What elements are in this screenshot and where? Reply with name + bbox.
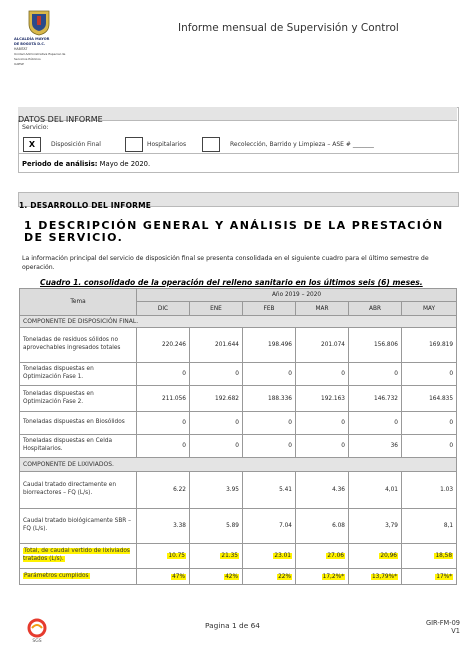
month-header: ABR (349, 302, 402, 316)
cell: 201.074 (296, 328, 349, 363)
cell: 3.95 (190, 472, 243, 509)
table-row (20, 412, 457, 435)
row-label (20, 569, 137, 585)
cell: 4,01 (349, 472, 402, 509)
servicio-label: Servicio: (22, 124, 49, 131)
cell: 0 (190, 412, 243, 435)
cell: 220.246 (137, 328, 190, 363)
cell: 0 (349, 363, 402, 386)
coat-of-arms-icon (28, 10, 50, 36)
cell: 211.056 (137, 386, 190, 412)
cell: 1.03 (402, 472, 457, 509)
highlight-text: 47% (172, 573, 185, 580)
cell: 0 (402, 412, 457, 435)
highlight-text: 17%* (436, 573, 453, 580)
cell: 0 (402, 363, 457, 386)
highlight-text: 27.06 (327, 553, 344, 559)
cell: 0 (137, 363, 190, 386)
cell: 156.806 (349, 328, 402, 363)
cell: 0 (190, 363, 243, 386)
logo-text-4: Unidad Administrativa Especial de (14, 52, 66, 56)
highlight-text: 18,58 (435, 553, 453, 559)
cell: 6.22 (137, 472, 190, 509)
table-row (20, 435, 457, 458)
cell (190, 544, 243, 569)
logo-text-1: ALCALDÍA MAYOR (14, 37, 50, 41)
logo-caption: SGS (32, 639, 42, 644)
cell: 4.36 (296, 472, 349, 509)
cell: 3.38 (137, 509, 190, 544)
cell: 0 (402, 435, 457, 458)
option-hospitalarios: Hospitalarios (147, 141, 187, 148)
cell (402, 569, 457, 585)
month-header: MAR (296, 302, 349, 316)
cell: 0 (349, 412, 402, 435)
table-caption: Cuadro 1. consolidado de la operación del relleno sanitario en los últimos seis (6) meses. (40, 278, 423, 287)
cell: 8,1 (402, 509, 457, 544)
highlight-text: Parámetros cumplidos (24, 572, 89, 579)
table-row-highlighted (20, 544, 457, 569)
checkbox-disposicion-final[interactable]: X (23, 137, 41, 152)
periodo-analisis (22, 160, 150, 168)
document-code (426, 619, 460, 635)
cell: 0 (190, 435, 243, 458)
highlight-text: 22% (278, 573, 291, 580)
cell: 6.08 (296, 509, 349, 544)
highlight-text: 42% (225, 573, 238, 580)
logo-text-3: HABITAT (14, 47, 28, 51)
highlight-text: Total, de caudal vertido de lixiviados tratados (L/s). (23, 548, 130, 562)
highlight-text: 13,79%* (371, 573, 397, 580)
cell (402, 544, 457, 569)
cell: 3,79 (349, 509, 402, 544)
tema-header: Tema (20, 289, 137, 316)
cell: 192.682 (190, 386, 243, 412)
row-label: Toneladas dispuestas en Optimización Fase 1. (20, 363, 137, 386)
operation-table (19, 288, 457, 585)
cell: 0 (243, 363, 296, 386)
section-row: COMPONENTE DE LIXIVIADOS. (20, 458, 457, 472)
table-row (20, 328, 457, 363)
cell: 0 (296, 435, 349, 458)
cell: 5.89 (190, 509, 243, 544)
certification-logo-icon (24, 618, 50, 644)
option-disposicion-final: Disposición Final (51, 141, 101, 148)
code-line-1: GIR-FM-09 (426, 619, 460, 627)
periodo-label: Periodo de análisis: (22, 160, 98, 168)
cell (243, 569, 296, 585)
section-row: COMPONENTE DE DISPOSICIÓN FINAL. (20, 316, 457, 328)
periodo-value: Mayo de 2020. (99, 160, 151, 168)
row-label: Caudal tratado biológicamente SBR – FQ (L/s). (20, 509, 137, 544)
highlight-text: 10.75 (168, 553, 185, 559)
row-label: Toneladas dispuestas en Optimización Fase 2. (20, 386, 137, 412)
month-header: FEB (243, 302, 296, 316)
cell: 5.41 (243, 472, 296, 509)
logo-text-2: DE BOGOTÁ D.C. (14, 42, 46, 46)
intro-paragraph: La información principal del servicio de disposición final se presenta consolidada en el siguiente cuadro para el último semestre de operación. (22, 255, 429, 271)
cell: 198.496 (243, 328, 296, 363)
highlight-text: 20,96 (380, 553, 397, 559)
row-label: Toneladas de residuos sólidos no aprovechables ingresados totales (20, 328, 137, 363)
month-header: ENE (190, 302, 243, 316)
table-row (20, 363, 457, 386)
cell: 7.04 (243, 509, 296, 544)
cell (137, 569, 190, 585)
row-label (20, 544, 137, 569)
document-title: Informe mensual de Supervisión y Control (178, 22, 399, 34)
cell (243, 544, 296, 569)
datos-informe-header (18, 107, 457, 124)
cell: 0 (296, 412, 349, 435)
cell: 188.336 (243, 386, 296, 412)
subsection-title: 1 DESCRIPCIÓN GENERAL Y ANÁLISIS DE LA PRESTACIÓN DE SERVICIO. (24, 219, 444, 244)
month-header: MAY (402, 302, 457, 316)
cell: 192.163 (296, 386, 349, 412)
cell (349, 544, 402, 569)
row-label: Toneladas dispuestas en Celda Hospitalarios. (20, 435, 137, 458)
cell (296, 569, 349, 585)
cell: 0 (243, 412, 296, 435)
cell: 0 (137, 412, 190, 435)
page-number: Pagina 1 de 64 (205, 621, 261, 630)
year-header: Año 2019 – 2020 (137, 289, 457, 302)
datos-heading: DATOS DEL INFORME (18, 115, 103, 124)
option-recoleccion: Recolección, Barrido y Limpieza – ASE # _______ (230, 141, 374, 148)
cell (349, 569, 402, 585)
cell: 146.732 (349, 386, 402, 412)
row-label: Toneladas dispuestas en Biosólidos (20, 412, 137, 435)
highlight-text: 17,2%* (322, 573, 344, 580)
table-row (20, 386, 457, 412)
cell: 164.835 (402, 386, 457, 412)
cell (137, 544, 190, 569)
table-row (20, 472, 457, 509)
month-header: DIC (137, 302, 190, 316)
cell: 0 (296, 363, 349, 386)
cell (296, 544, 349, 569)
cell: 201.644 (190, 328, 243, 363)
cell: 169.819 (402, 328, 457, 363)
row-label: Caudal tratado directamente en biorreactores – FQ (L/s). (20, 472, 137, 509)
logo-text-6: UAESP (14, 62, 24, 66)
checkbox-hospitalarios[interactable] (125, 137, 143, 152)
checkbox-recoleccion[interactable] (202, 137, 220, 152)
alcaldia-logo (14, 10, 64, 70)
highlight-text: 21.35 (221, 553, 238, 559)
code-line-2: V1 (451, 627, 460, 635)
desarrollo-heading: 1. DESARROLLO DEL INFORME (19, 201, 152, 210)
table-row-highlighted (20, 569, 457, 585)
table-row (20, 509, 457, 544)
cell: 0 (137, 435, 190, 458)
desarrollo-header (18, 192, 459, 210)
cell: 0 (243, 435, 296, 458)
highlight-text: 23.01 (274, 553, 291, 559)
cell: 36 (349, 435, 402, 458)
divider (18, 153, 459, 154)
logo-text-5: Servicios Públicos (14, 57, 41, 61)
cell (190, 569, 243, 585)
